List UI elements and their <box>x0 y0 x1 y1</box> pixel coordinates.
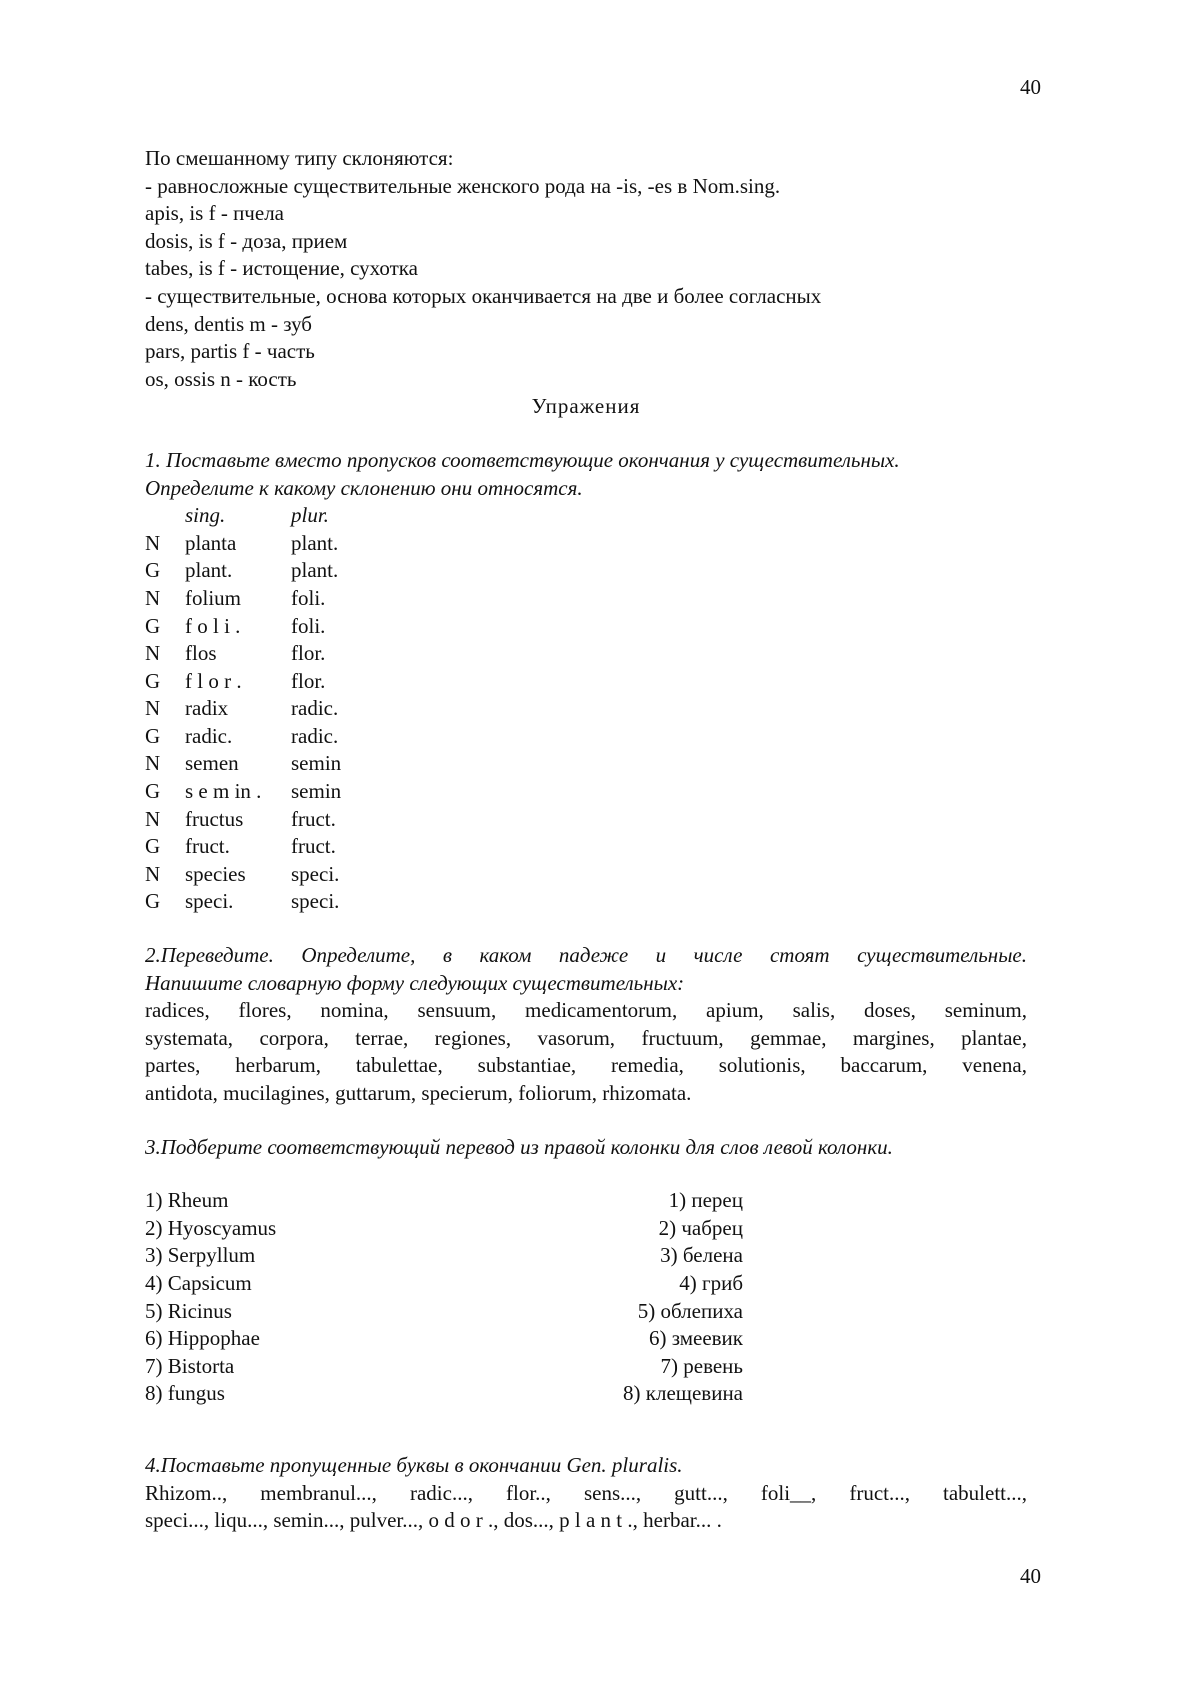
exercise-2-task: 2.Переведите. Определите, в каком падеже и числе стоят существительные. <box>145 943 1027 968</box>
plural-form: plant. <box>291 558 339 583</box>
latin-term: 7) Bistorta <box>145 1353 235 1378</box>
case-label: G <box>145 668 161 693</box>
matching-table <box>145 1187 1027 1408</box>
singular-form: f o l i . <box>185 613 241 638</box>
case-label: G <box>145 558 161 583</box>
translation: 2) чабрец <box>658 1215 743 1240</box>
page-content <box>145 145 1027 1535</box>
rule-text: - равносложные существительные женского рода на -is, -es в Nom.sing. <box>145 173 781 198</box>
latin-term: 8) fungus <box>145 1381 225 1406</box>
word-list-line: antidota, mucilagines, guttarum, specierum, foliorum, rhizomata. <box>145 1081 692 1105</box>
example-line: apis, is f - пчела <box>145 201 284 226</box>
case-label: N <box>145 585 161 610</box>
translation: 3) белена <box>660 1243 743 1268</box>
singular-form: folium <box>185 585 241 610</box>
plural-form: speci. <box>291 861 340 886</box>
example-line: pars, partis f - часть <box>145 339 315 364</box>
case-label: G <box>145 723 161 748</box>
gap-fill-line: speci..., liqu..., semin..., pulver..., o d o r ., dos..., p l a n t ., herbar... . <box>145 1508 722 1533</box>
plural-form: foli. <box>291 613 326 638</box>
singular-form: radic. <box>185 723 233 748</box>
latin-term: 3) Serpyllum <box>145 1243 256 1268</box>
plural-form: flor. <box>291 668 326 693</box>
column-header-sing: sing. <box>185 503 226 528</box>
case-label: G <box>145 889 161 914</box>
page-number-bottom: 40 <box>1020 1564 1041 1588</box>
plural-form: foli. <box>291 585 326 610</box>
example-line: dosis, is f - доза, прием <box>145 228 348 253</box>
latin-term: 4) Capsicum <box>145 1270 252 1295</box>
latin-term: 1) Rheum <box>145 1188 229 1213</box>
singular-form: planta <box>185 530 237 555</box>
singular-form: flos <box>185 641 217 666</box>
example-line: os, ossis n - кость <box>145 366 297 391</box>
case-label: N <box>145 696 161 721</box>
singular-form: semen <box>185 751 239 776</box>
singular-form: plant. <box>185 558 233 583</box>
column-header-plur: plur. <box>291 503 329 528</box>
singular-form: fructus <box>185 806 244 831</box>
plural-form: semin <box>291 751 342 776</box>
exercise-3-task: 3.Подберите соответствующий перевод из правой колонки для слов левой колонки. <box>145 1134 893 1159</box>
translation: 8) клещевина <box>623 1381 743 1406</box>
plural-form: semin <box>291 779 342 804</box>
translation: 4) гриб <box>679 1270 743 1295</box>
case-label: G <box>145 779 161 804</box>
case-label: N <box>145 806 161 831</box>
page-number-top: 40 <box>1020 75 1041 99</box>
declension-table <box>145 502 1027 916</box>
singular-form: speci. <box>185 889 234 914</box>
case-label: G <box>145 613 161 638</box>
case-label: N <box>145 751 161 776</box>
word-list-line: partes, herbarum, tabulettae, substantiae, remedia, solutionis, baccarum, venena, <box>145 1053 1027 1078</box>
section-title: Упражения <box>531 394 641 419</box>
plural-form: speci. <box>291 889 340 914</box>
latin-term: 2) Hyoscyamus <box>145 1215 277 1240</box>
case-label: N <box>145 641 161 666</box>
translation: 5) облепиха <box>637 1298 743 1323</box>
example-line: tabes, is f - истощение, сухотка <box>145 256 418 281</box>
exercise-1-task: 1. Поставьте вместо пропусков соответствующие окончания у существительных. <box>145 447 900 472</box>
plural-form: radic. <box>291 723 339 748</box>
translation: 6) змеевик <box>648 1326 743 1351</box>
translation: 7) ревень <box>660 1353 743 1378</box>
singular-form: s e m in . <box>185 779 262 804</box>
latin-term: 6) Hippophae <box>145 1326 260 1351</box>
example-line: dens, dentis m - зуб <box>145 311 312 336</box>
word-list-line: radices, flores, nomina, sensuum, medicamentorum, apium, salis, doses, seminum, <box>145 998 1027 1023</box>
intro-heading: По смешанному типу склоняются: <box>145 146 454 170</box>
plural-form: plant. <box>291 530 339 555</box>
word-list-line: systemata, corpora, terrae, regiones, vasorum, fructuum, gemmae, margines, plantae, <box>145 1025 1027 1050</box>
plural-form: fruct. <box>291 806 336 831</box>
translation: 1) перец <box>668 1188 743 1213</box>
singular-form: species <box>185 861 246 886</box>
plural-form: radic. <box>291 696 339 721</box>
case-label: N <box>145 861 161 886</box>
exercise-2-task: Напишите словарную форму следующих существительных: <box>145 970 685 995</box>
case-label: N <box>145 530 161 555</box>
singular-form: radix <box>185 696 229 721</box>
gap-fill-line: Rhizom.., membranul..., radic..., flor.., sens..., gutt..., foli__, fruct..., tabulett..., <box>145 1480 1027 1505</box>
case-label: G <box>145 834 161 859</box>
singular-form: f l o r . <box>185 668 242 693</box>
exercise-4-task: 4.Поставьте пропущенные буквы в окончании Gen. pluralis. <box>145 1452 683 1477</box>
rule-text: - существительные, основа которых оканчивается на две и более согласных <box>145 283 822 308</box>
singular-form: fruct. <box>185 834 230 859</box>
plural-form: flor. <box>291 641 326 666</box>
plural-form: fruct. <box>291 834 336 859</box>
latin-term: 5) Ricinus <box>145 1298 232 1323</box>
exercise-1-task: Определите к какому склонению они относятся. <box>145 475 583 500</box>
